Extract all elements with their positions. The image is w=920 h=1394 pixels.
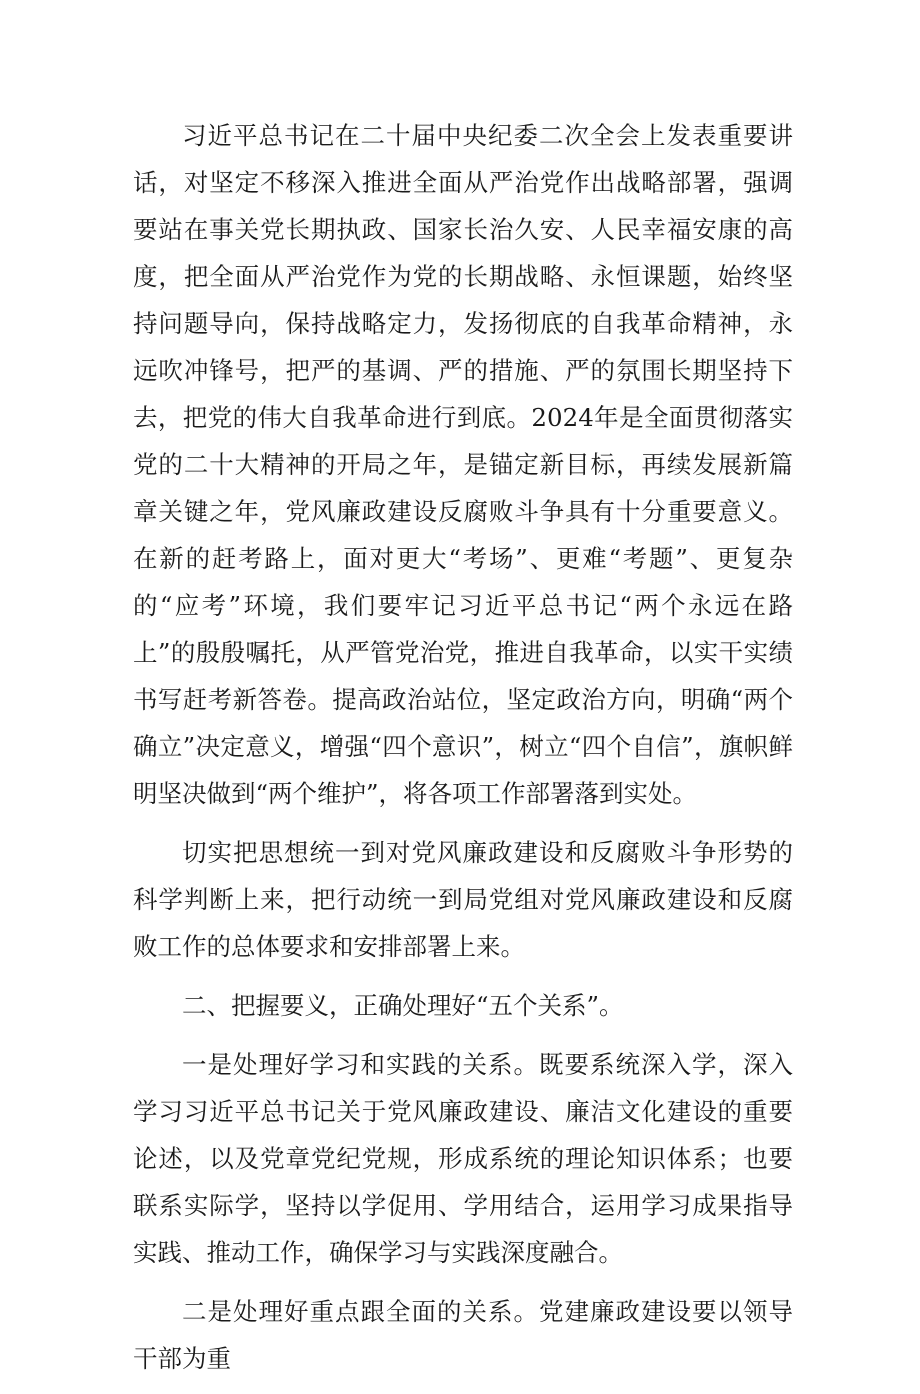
paragraph-1: 习近平总书记在二十届中央纪委二次全会上发表重要讲话，对坚定不移深入推进全面从严治党作出战略部署，强调要站在事关党长期执政、国家长治久安、人民幸福安康的高度，把全面从严治党作为党的长期战略、永恒课题，始终坚持问题导向，保持战略定力，发扬彻底的自我革命精神，永远吹冲锋号，把严的基调、严的措施、严的氛围长期坚持下去，把党的伟大自我革命进行到底。2024年是全面贯彻落实党的二十大精神的开局之年，是锚定新目标，再续发展新篇章关键之年，党风廉政建设反腐败斗争具有十分重要意义。在新的赶考路上，面对更大“考场”、更难“考题”、更复杂的“应考”环境，我们要牢记习近平总书记“两个永远在路上”的殷殷嘱托，从严管党治党，推进自我革命，以实干实绩书写赶考新答卷。提高政治站位，坚定政治方向，明确“两个确立”决定意义，增强“四个意识”，树立“四个自信”，旗帜鲜明坚决做到“两个维护”，将各项工作部署落到实处。 — [133, 121, 793, 808]
paragraph-4: 一是处理好学习和实践的关系。既要系统深入学，深入学习习近平总书记关于党风廉政建设、廉洁文化建设的重要论述，以及党章党纪党规，形成系统的理论知识体系；也要联系实际学，坚持以学促用、学用结合，运用学习成果指导实践、推动工作，确保学习与实践深度融合。 — [133, 1050, 793, 1267]
document-body — [133, 112, 793, 1394]
paragraph-5: 二是处理好重点跟全面的关系。党建廉政建设要以领导干部为重 — [133, 1297, 793, 1373]
paragraph-3-section-heading: 二、把握要义，正确处理好“五个关系”。 — [182, 991, 624, 1020]
paragraph-2: 切实把思想统一到对党风廉政建设和反腐败斗争形势的科学判断上来，把行动统一到局党组对党风廉政建设和反腐败工作的总体要求和安排部署上来。 — [133, 838, 793, 961]
